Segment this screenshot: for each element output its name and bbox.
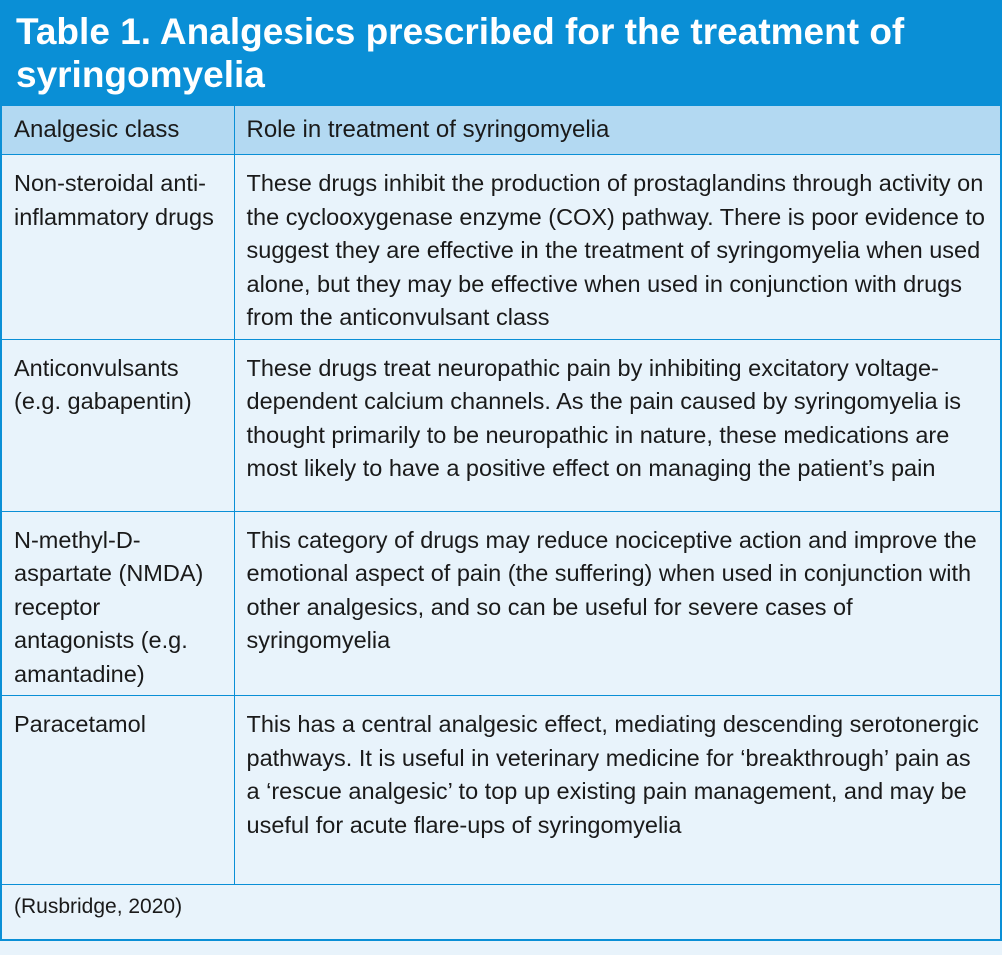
cell-analgesic-class: Paracetamol [2, 696, 234, 885]
column-header-role: Role in treatment of syringomyelia [234, 106, 1000, 155]
cell-analgesic-class: Non-steroidal anti-inflammatory drugs [2, 155, 234, 340]
table-row [2, 511, 1000, 696]
table-row [2, 696, 1000, 885]
cell-role: This has a central analgesic effect, mediating descending serotonergic pathways. It is useful in veterinary medicine for ‘breakthrough’ pain as a ‘rescue analgesic’ to top up existing pain management, and may be useful for acute flare-ups of syringomyelia [234, 696, 1000, 885]
table-header-row [2, 106, 1000, 155]
column-header-analgesic-class: Analgesic class [2, 106, 234, 155]
cell-role: These drugs treat neuropathic pain by inhibiting excitatory voltage-dependent calcium channels. As the pain caused by syringomyelia is thought primarily to be neuropathic in nature, these medications are most likely to have a positive effect on managing the patient’s pain [234, 339, 1000, 511]
table-row [2, 155, 1000, 340]
cell-role: This category of drugs may reduce nociceptive action and improve the emotional aspect of pain (the suffering) when used in conjunction with other analgesics, and so can be useful for severe cases of syringomyelia [234, 511, 1000, 696]
table-title: Table 1. Analgesics prescribed for the treatment of syringomyelia [2, 2, 1000, 106]
cell-role: These drugs inhibit the production of prostaglandins through activity on the cyclooxygenase enzyme (COX) pathway. There is poor evidence to suggest they are effective in the treatment of syringomyelia when used alone, but they may be effective when used in conjunction with drugs from the anticonvulsant class [234, 155, 1000, 340]
table-row [2, 339, 1000, 511]
cell-analgesic-class: N-methyl-D-aspartate (NMDA) receptor antagonists (e.g. amantadine) [2, 511, 234, 696]
analgesics-table [2, 106, 1000, 885]
table-footnote: (Rusbridge, 2020) [14, 895, 183, 918]
cell-analgesic-class: Anticonvulsants (e.g. gabapentin) [2, 339, 234, 511]
